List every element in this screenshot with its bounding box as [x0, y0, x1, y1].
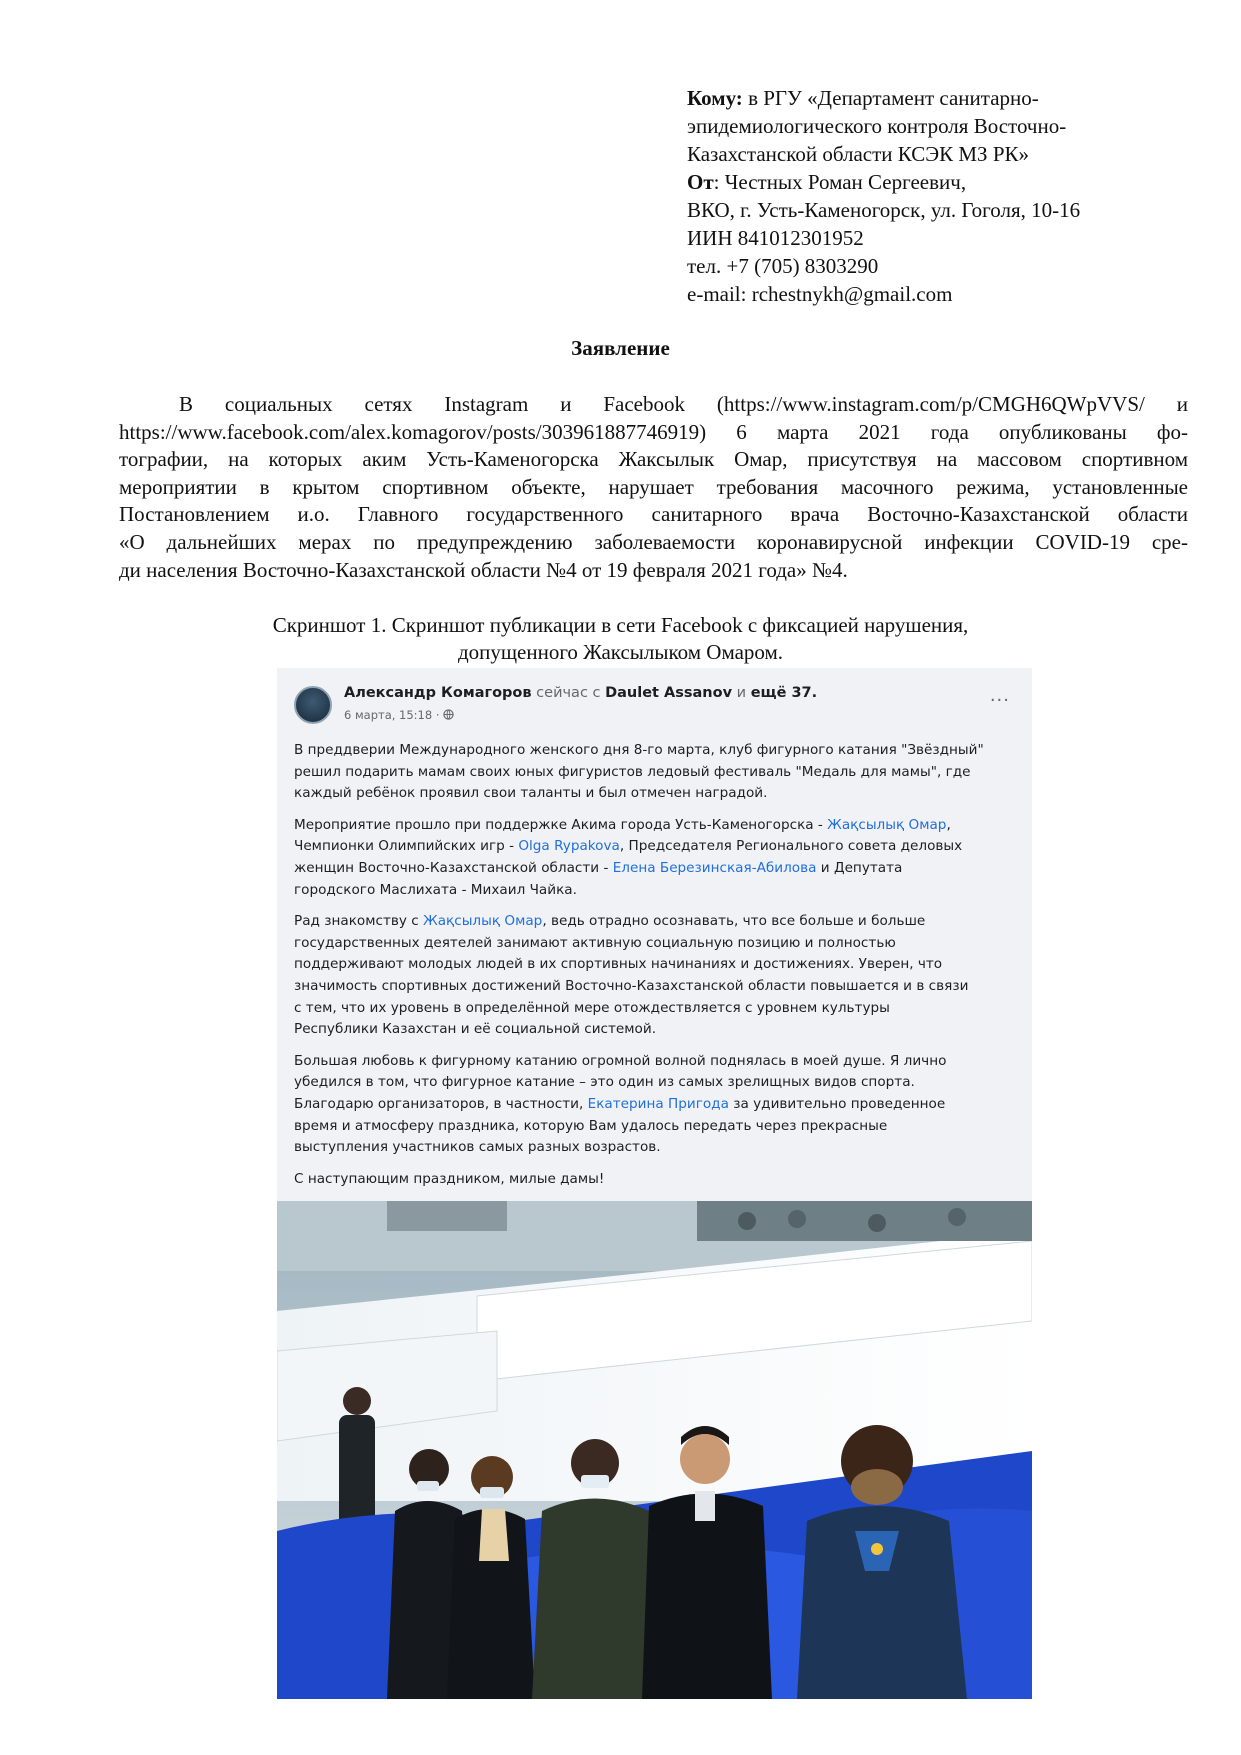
from-label: От: [687, 170, 714, 194]
mention-link[interactable]: Елена Березинская-Абилова: [612, 859, 817, 876]
body-line: Постановлением и.о. Главного государственного санитарного врача Восточно-Казахстанской области: [119, 502, 1188, 527]
from-line: [687, 168, 1207, 196]
mention-link[interactable]: Olga Rypakova: [518, 838, 620, 855]
post-author-line: Александр Комагоров сейчас с Daulet Assanov и ещё 37.: [344, 685, 818, 701]
to-line-2: эпидемиологического контроля Восточно-: [687, 114, 1067, 138]
screenshot-caption: [0, 612, 1241, 666]
timestamp-text[interactable]: 6 марта, 15:18 ·: [344, 708, 444, 722]
with-text: сейчас с: [531, 685, 606, 701]
phone-line: тел. +7 (705) 8303290: [687, 254, 879, 278]
post-paragraph-3: Рад знакомству с Жақсылық Омар, ведь отрадно осознавать, что все больше и больше государственных деятелей занимают активную социальную позицию и полностью поддерживают молодых людей в их спортивных начинаниях и достижениях. Уверен, что значимость спортивных достижений Восточно-Казахстанской области повышается и в связи с тем, что их уровень в определённой мере отождествляется с уровнем культуры Республики Казахстан и её социальной системой.: [294, 913, 969, 1038]
document-title: Заявление: [571, 336, 670, 360]
to-line-1: [687, 84, 1207, 112]
author-avatar[interactable]: [294, 686, 332, 724]
post-photo[interactable]: [277, 1201, 1032, 1699]
iin-line: ИИН 841012301952: [687, 226, 864, 250]
post-paragraph-5: С наступающим праздником, милые дамы!: [294, 1170, 605, 1187]
post-paragraph-1: В преддверии Международного женского дня 8-го марта, клуб фигурного катания "Звёздный" решил подарить мамам своих юных фигуристов ледовый фестиваль "Медаль для мамы", где каждый ребёнок проявил свои таланты и был отмечен наградой.: [294, 742, 984, 802]
body-line: ди населения Восточно-Казахстанской области №4 от 19 февраля 2021 года» №4.: [119, 557, 848, 582]
to-text-1: в РГУ «Департамент санитарно-: [742, 86, 1039, 110]
body-line: В социальных сетях Instagram и Facebook (https://www.instagram.com/p/CMGH6QWpVVS/ и: [179, 392, 1188, 416]
facebook-post-screenshot: [277, 668, 1032, 1203]
more-options-icon[interactable]: ···: [989, 690, 1010, 711]
mention-link[interactable]: Жақсылық Омар: [423, 913, 543, 930]
caption-line-2: допущенного Жаксылыком Омаром.: [457, 640, 784, 664]
address-line: ВКО, г. Усть-Каменогорск, ул. Гоголя, 10-16: [687, 198, 1081, 222]
body-line: мероприятии в крытом спортивном объекте, нарушает требования масочного режима, установленные: [119, 474, 1188, 499]
author-name-link[interactable]: Александр Комагоров: [344, 685, 532, 701]
others-link[interactable]: ещё 37: [750, 685, 812, 701]
globe-icon: [443, 709, 454, 720]
tagged-user-link[interactable]: Daulet Assanov: [605, 685, 733, 701]
arena-photo-illustration: [277, 1201, 1032, 1699]
mention-link[interactable]: Екатерина Пригода: [587, 1095, 729, 1112]
post-paragraph-4: Большая любовь к фигурному катанию огромной волной поднялась в моей душе. Я лично убедился в том, что фигурное катание – это один из самых зрелищных видов спорта. Благодарю организаторов, в частности, Екатерина Пригода за удивительно проведенное время и атмосферу праздника, которую Вам удалось передать через прекрасные выступления участников самых разных возрастов.: [294, 1052, 947, 1156]
to-line-3: Казахстанской области КСЭК МЗ РК»: [687, 142, 1030, 166]
post-body: [294, 740, 1019, 1200]
from-name: : Честных Роман Сергеевич,: [713, 170, 967, 194]
addressee-block: [687, 84, 1207, 308]
post-paragraph-2: Мероприятие прошло при поддержке Акима города Усть-Каменогорска - Жақсылық Омар, Чемпионки Олимпийских игр - Olga Rypakova, Председателя Регионального совета деловых женщин Восточно-Казахстанской области - Елена Березинская-Абилова и Депутата городского Маслихата - Михаил Чайка.: [294, 816, 963, 898]
mention-link[interactable]: Жақсылық Омар: [827, 816, 947, 833]
email-line: e-mail: rchestnykh@gmail.com: [687, 282, 953, 306]
and-text: и: [732, 685, 751, 701]
statement-paragraph: [119, 391, 1188, 584]
post-timestamp: [344, 708, 454, 722]
caption-line-1: Скриншот 1. Скриншот публикации в сети Facebook с фиксацией нарушения,: [272, 613, 969, 637]
body-line: https://www.facebook.com/alex.komagorov/posts/303961887746919) 6 марта 2021 года опубликованы фо-: [119, 419, 1188, 444]
body-line: «О дальнейших мерах по предупреждению заболеваемости коронавирусной инфекции COVID-19 сре-: [119, 529, 1188, 554]
to-label: Кому:: [687, 86, 743, 110]
body-line: тографии, на которых аким Усть-Каменогорска Жаксылык Омар, присутствуя на массовом спортивном: [119, 447, 1188, 472]
